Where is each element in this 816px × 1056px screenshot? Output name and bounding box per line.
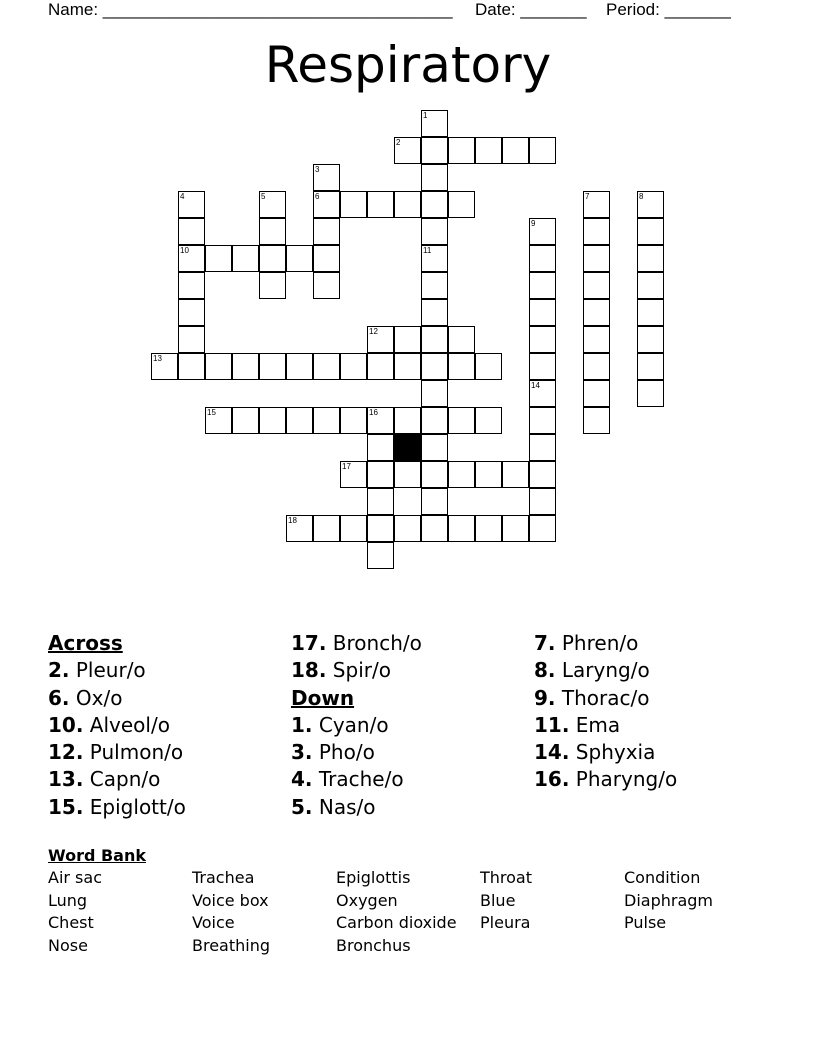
crossword-cell[interactable] bbox=[475, 515, 502, 542]
crossword-cell[interactable] bbox=[421, 137, 448, 164]
cell-number: 6 bbox=[315, 192, 320, 201]
cell-number: 1 bbox=[423, 111, 428, 120]
crossword-cell[interactable] bbox=[637, 218, 664, 245]
clue-text: Spir/o bbox=[332, 658, 391, 683]
crossword-cell[interactable] bbox=[421, 164, 448, 191]
word-bank-item: Bronchus bbox=[336, 936, 411, 955]
word-bank-item: Pleura bbox=[480, 913, 531, 932]
clue-number: 2. bbox=[48, 658, 70, 683]
crossword-cell[interactable] bbox=[340, 353, 367, 380]
cell-number: 10 bbox=[180, 246, 189, 255]
crossword-cell[interactable] bbox=[448, 137, 475, 164]
crossword-cell[interactable] bbox=[502, 461, 529, 488]
word-bank-item: Throat bbox=[480, 868, 533, 887]
crossword-cell[interactable] bbox=[313, 407, 340, 434]
crossword-cell[interactable] bbox=[205, 245, 232, 272]
crossword-cell[interactable] bbox=[529, 326, 556, 353]
clue-text: Pho/o bbox=[318, 740, 375, 765]
clue-text: Pulmon/o bbox=[89, 740, 184, 765]
clue-number: 13. bbox=[48, 767, 84, 792]
cell-number: 15 bbox=[207, 408, 216, 417]
crossword-cell[interactable] bbox=[178, 218, 205, 245]
clue-down-14 bbox=[534, 739, 677, 766]
clue-number: 10. bbox=[48, 712, 84, 737]
cell-number: 7 bbox=[585, 192, 590, 201]
crossword-cell[interactable] bbox=[421, 488, 448, 515]
crossword-cell[interactable] bbox=[259, 272, 286, 299]
crossword-cell[interactable] bbox=[475, 137, 502, 164]
crossword-cell[interactable] bbox=[340, 515, 367, 542]
crossword-cell[interactable] bbox=[178, 326, 205, 353]
crossword-cell[interactable] bbox=[529, 245, 556, 272]
clue-column-3 bbox=[534, 630, 677, 794]
crossword-cell[interactable] bbox=[421, 353, 448, 380]
crossword-cell[interactable] bbox=[448, 191, 475, 218]
crossword-cell[interactable] bbox=[367, 191, 394, 218]
crossword-cell[interactable] bbox=[394, 407, 421, 434]
crossword-cell[interactable] bbox=[637, 353, 664, 380]
clue-text: Pleur/o bbox=[75, 658, 146, 683]
word-bank-item: Nose bbox=[48, 936, 88, 955]
clue-number: 6. bbox=[48, 685, 70, 710]
crossword-cell[interactable] bbox=[259, 407, 286, 434]
word-bank-item: Breathing bbox=[192, 936, 271, 955]
crossword-cell[interactable] bbox=[313, 353, 340, 380]
crossword-cell[interactable] bbox=[421, 434, 448, 461]
clue-number: 17. bbox=[291, 631, 327, 655]
crossword-cell[interactable] bbox=[367, 488, 394, 515]
clue-number: 3. bbox=[291, 740, 313, 765]
cell-number: 3 bbox=[315, 165, 320, 174]
crossword-cell[interactable] bbox=[367, 515, 394, 542]
crossword-cell[interactable] bbox=[394, 461, 421, 488]
name-field-label[interactable]: Name: _____________________________________ bbox=[48, 0, 453, 19]
cell-number: 18 bbox=[288, 516, 297, 525]
crossword-cell[interactable] bbox=[394, 353, 421, 380]
clue-number: 18. bbox=[291, 658, 327, 683]
word-bank-item: Voice bbox=[192, 913, 235, 932]
page-title: Respiratory bbox=[264, 36, 552, 94]
crossword-black-cell bbox=[394, 434, 421, 461]
clue-text: Alveol/o bbox=[89, 712, 170, 737]
clue-down-3 bbox=[291, 739, 422, 766]
clue-number: 4. bbox=[291, 767, 313, 792]
crossword-cell[interactable] bbox=[367, 434, 394, 461]
clue-across-15 bbox=[48, 794, 186, 821]
clue-down-8 bbox=[534, 657, 677, 684]
clue-number: 7. bbox=[534, 631, 556, 655]
crossword-cell[interactable] bbox=[448, 461, 475, 488]
down-heading: Down bbox=[291, 685, 355, 710]
cell-number: 5 bbox=[261, 192, 266, 201]
clue-down-16 bbox=[534, 766, 677, 793]
cell-number: 12 bbox=[369, 327, 378, 336]
crossword-cell[interactable] bbox=[421, 272, 448, 299]
crossword-cell[interactable] bbox=[313, 245, 340, 272]
crossword-cell[interactable] bbox=[340, 407, 367, 434]
crossword-cell[interactable] bbox=[529, 515, 556, 542]
crossword-cell[interactable] bbox=[475, 461, 502, 488]
crossword-cell[interactable] bbox=[178, 272, 205, 299]
clue-across-2 bbox=[48, 657, 186, 684]
cell-number: 11 bbox=[423, 246, 432, 255]
crossword-cell[interactable] bbox=[421, 515, 448, 542]
clue-across-13 bbox=[48, 766, 186, 793]
crossword-cell[interactable] bbox=[313, 218, 340, 245]
crossword-cell[interactable] bbox=[232, 407, 259, 434]
word-bank-item: Diaphragm bbox=[624, 891, 713, 910]
crossword-cell[interactable] bbox=[313, 515, 340, 542]
cell-number: 9 bbox=[531, 219, 536, 228]
clue-text: Bronch/o bbox=[332, 631, 422, 655]
crossword-cell[interactable] bbox=[529, 272, 556, 299]
crossword-cell[interactable] bbox=[529, 407, 556, 434]
crossword-cell[interactable] bbox=[232, 353, 259, 380]
crossword-cell[interactable] bbox=[259, 353, 286, 380]
crossword-cell[interactable] bbox=[502, 137, 529, 164]
clue-number: 15. bbox=[48, 794, 84, 819]
crossword-cell[interactable] bbox=[637, 245, 664, 272]
crossword-cell[interactable] bbox=[178, 299, 205, 326]
crossword-cell[interactable] bbox=[367, 461, 394, 488]
crossword-cell[interactable] bbox=[286, 353, 313, 380]
crossword-cell[interactable] bbox=[583, 299, 610, 326]
crossword-cell[interactable] bbox=[529, 461, 556, 488]
word-bank-item: Voice box bbox=[192, 891, 269, 910]
crossword-cell[interactable] bbox=[313, 272, 340, 299]
crossword-cell[interactable] bbox=[421, 407, 448, 434]
crossword-cell[interactable] bbox=[286, 245, 313, 272]
clue-text: Trache/o bbox=[318, 767, 404, 792]
clue-text: Phren/o bbox=[561, 631, 639, 655]
crossword-cell[interactable] bbox=[583, 407, 610, 434]
clue-text: Ox/o bbox=[75, 685, 123, 710]
clue-across-18 bbox=[291, 657, 422, 684]
crossword-cell[interactable] bbox=[475, 353, 502, 380]
clue-down-9 bbox=[534, 685, 677, 712]
crossword-cell[interactable] bbox=[529, 434, 556, 461]
crossword-cell[interactable] bbox=[502, 515, 529, 542]
date-field-label[interactable]: Date: _______ bbox=[475, 0, 587, 19]
crossword-cell[interactable] bbox=[394, 191, 421, 218]
clue-text: Ema bbox=[575, 712, 621, 737]
clue-number: 8. bbox=[534, 658, 556, 683]
word-bank-item: Air sac bbox=[48, 868, 102, 887]
crossword-cell[interactable] bbox=[475, 407, 502, 434]
clue-down-4 bbox=[291, 766, 422, 793]
period-field-label[interactable]: Period: _______ bbox=[606, 0, 731, 19]
crossword-cell[interactable] bbox=[583, 326, 610, 353]
clue-down-7 bbox=[534, 630, 677, 657]
crossword-cell[interactable] bbox=[394, 326, 421, 353]
clue-text: Sphyxia bbox=[575, 740, 656, 765]
cell-number: 2 bbox=[396, 138, 401, 147]
crossword-cell[interactable] bbox=[637, 272, 664, 299]
word-bank-item: Condition bbox=[624, 868, 701, 887]
crossword-cell[interactable] bbox=[583, 245, 610, 272]
clue-text: Cyan/o bbox=[318, 712, 389, 737]
crossword-cell[interactable] bbox=[529, 353, 556, 380]
crossword-cell[interactable] bbox=[232, 245, 259, 272]
clue-number: 14. bbox=[534, 740, 570, 765]
word-bank-item: Pulse bbox=[624, 913, 667, 932]
crossword-cell[interactable] bbox=[529, 299, 556, 326]
crossword-cell[interactable] bbox=[367, 353, 394, 380]
cell-number: 17 bbox=[342, 462, 351, 471]
crossword-cell[interactable] bbox=[259, 218, 286, 245]
clue-number: 5. bbox=[291, 794, 313, 819]
crossword-cell[interactable] bbox=[583, 272, 610, 299]
clue-column-1 bbox=[48, 630, 186, 821]
clue-text: Laryng/o bbox=[561, 658, 650, 683]
clue-across-17 bbox=[291, 630, 422, 657]
crossword-cell[interactable] bbox=[448, 515, 475, 542]
clue-across-6 bbox=[48, 685, 186, 712]
crossword-cell[interactable] bbox=[529, 488, 556, 515]
crossword-cell[interactable] bbox=[448, 353, 475, 380]
word-bank-item: Chest bbox=[48, 913, 94, 932]
clue-text: Nas/o bbox=[318, 794, 376, 819]
word-bank-item: Carbon dioxide bbox=[336, 913, 457, 932]
crossword-cell[interactable] bbox=[340, 191, 367, 218]
crossword-cell[interactable] bbox=[367, 542, 394, 569]
word-bank-title: Word Bank bbox=[48, 846, 147, 865]
crossword-cell[interactable] bbox=[421, 218, 448, 245]
clue-down-5 bbox=[291, 794, 422, 821]
crossword-cell[interactable] bbox=[205, 353, 232, 380]
clue-down-11 bbox=[534, 712, 677, 739]
crossword-cell[interactable] bbox=[421, 191, 448, 218]
crossword-cell[interactable] bbox=[286, 407, 313, 434]
clue-text: Epiglott/o bbox=[89, 794, 186, 819]
word-bank-item: Oxygen bbox=[336, 891, 398, 910]
clue-number: 9. bbox=[534, 685, 556, 710]
clue-text: Pharyng/o bbox=[575, 767, 678, 792]
crossword-cell[interactable] bbox=[421, 299, 448, 326]
crossword-cell[interactable] bbox=[421, 326, 448, 353]
crossword-cell[interactable] bbox=[421, 380, 448, 407]
clue-text: Thorac/o bbox=[561, 685, 650, 710]
clue-number: 11. bbox=[534, 712, 570, 737]
word-bank-item: Trachea bbox=[192, 868, 255, 887]
word-bank-item: Lung bbox=[48, 891, 88, 910]
clue-number: 1. bbox=[291, 712, 313, 737]
crossword-cell[interactable] bbox=[259, 245, 286, 272]
clue-across-10 bbox=[48, 712, 186, 739]
crossword-cell[interactable] bbox=[583, 353, 610, 380]
clue-number: 16. bbox=[534, 767, 570, 792]
crossword-cell[interactable] bbox=[448, 407, 475, 434]
across-heading: Across bbox=[48, 631, 123, 655]
word-bank-item: Blue bbox=[480, 891, 516, 910]
crossword-cell[interactable] bbox=[421, 461, 448, 488]
crossword-cell[interactable] bbox=[637, 380, 664, 407]
crossword-cell[interactable] bbox=[637, 326, 664, 353]
crossword-cell[interactable] bbox=[583, 380, 610, 407]
cell-number: 8 bbox=[639, 192, 644, 201]
cell-number: 4 bbox=[180, 192, 185, 201]
clue-across-12 bbox=[48, 739, 186, 766]
crossword-cell[interactable] bbox=[529, 137, 556, 164]
word-bank-item: Epiglottis bbox=[336, 868, 411, 887]
clue-text: Capn/o bbox=[89, 767, 161, 792]
crossword-cell[interactable] bbox=[583, 218, 610, 245]
crossword-cell[interactable] bbox=[448, 326, 475, 353]
crossword-cell[interactable] bbox=[637, 299, 664, 326]
crossword-cell[interactable] bbox=[394, 515, 421, 542]
clue-column-2 bbox=[291, 630, 422, 821]
clue-number: 12. bbox=[48, 740, 84, 765]
clue-down-1 bbox=[291, 712, 422, 739]
crossword-cell[interactable] bbox=[178, 353, 205, 380]
cell-number: 14 bbox=[531, 381, 540, 390]
cell-number: 13 bbox=[153, 354, 162, 363]
cell-number: 16 bbox=[369, 408, 378, 417]
